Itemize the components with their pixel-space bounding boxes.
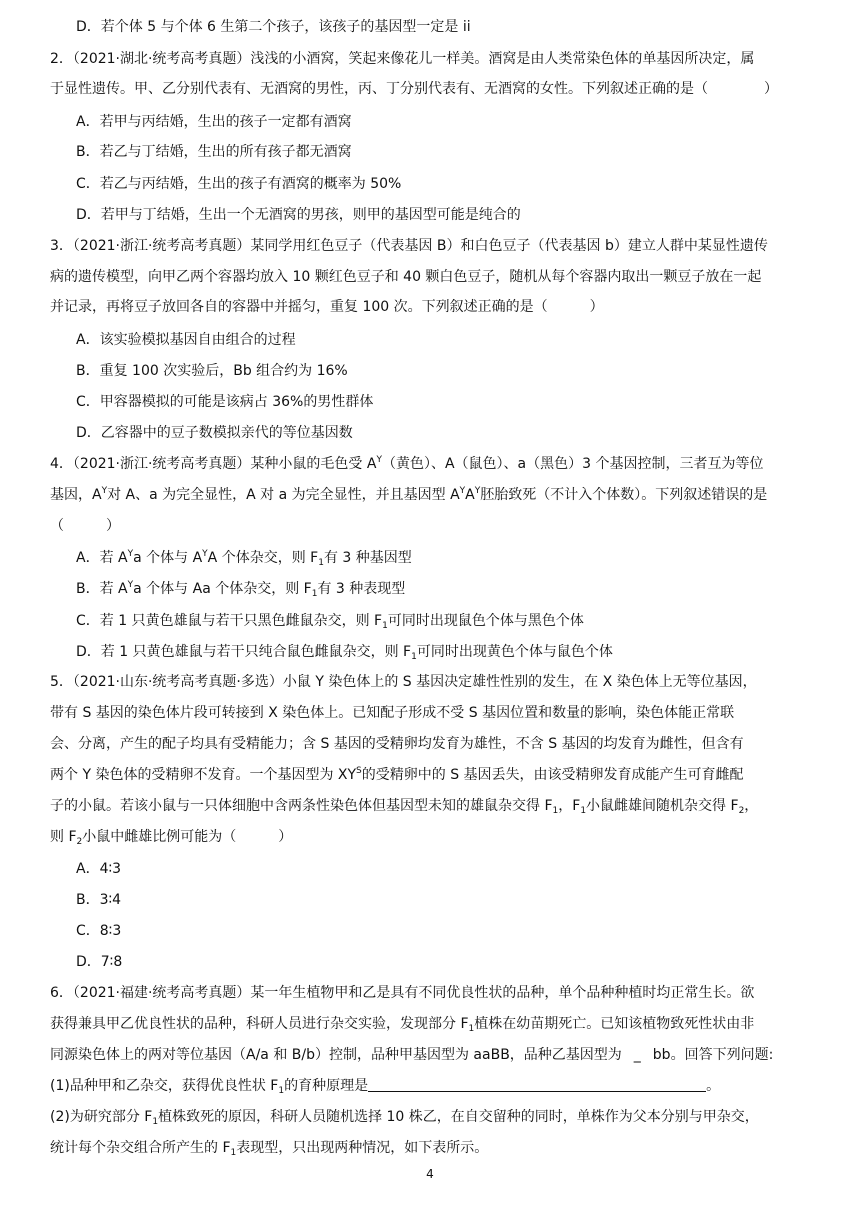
q3-stem-line-2: 病的遗传模型，向甲乙两个容器均放入 10 颗红色豆子和 40 颗白色豆子，随机从每个容器内取出一颗豆子放在一起	[50, 269, 762, 285]
q6-stem-line-2: 获得兼具甲乙优良性状的品种，科研人员进行杂交实验，发现部分 $F_1$植株在幼苗期死亡。已知该植物致死性状由非	[50, 1016, 755, 1034]
q1-option-d: D．若个体 5 与个体 6 生第二个孩子，该孩子的基因型一定是 ii	[76, 19, 471, 35]
q2-stem-line-2: 于显性遗传。甲、乙分别代表有、无酒窝的男性，丙、丁分别代表有、无酒窝的女性。下列叙述正确的是（ ）	[50, 81, 778, 97]
q4-option-c: C．若 1 只黄色雄鼠与若干只黑色雌鼠杂交，则 $F_1$可同时出现鼠色个体与黑色个体	[76, 613, 584, 631]
q2-option-b: B．若乙与丁结婚，生出的所有孩子都无酒窝	[76, 144, 352, 160]
q3-stem-line-1: 3．（2021·浙江·统考高考真题）某同学用红色豆子（代表基因 B）和白色豆子（代表基因 b）建立人群中某显性遗传	[50, 238, 768, 254]
answer-blank	[368, 1077, 706, 1092]
q5-stem-line-1: 5．（2021·山东·统考高考真题·多选）小鼠 Y 染色体上的 S 基因决定雄性性别的发生，在 X 染色体上无等位基因，	[50, 674, 757, 690]
q6-part1-line: (1)品种甲和乙杂交，获得优良性状 $F_1$的育种原理是 。	[50, 1078, 721, 1096]
q5-option-d: D．7∶8	[76, 954, 123, 970]
q3-option-d: D．乙容器中的豆子数模拟亲代的等位基因数	[76, 425, 353, 441]
q4-option-d: D．若 1 只黄色雄鼠与若干只纯合鼠色雌鼠杂交，则 $F_1$可同时出现黄色个体与鼠色个体	[76, 644, 613, 662]
page-number: 4	[426, 1167, 434, 1181]
q5-option-c: C．8∶3	[76, 923, 122, 939]
q5-stem-line-2: 带有 S 基因的染色体片段可转接到 X 染色体上。已知配子形成不受 S 基因位置和数量的影响，染色体能正常联	[50, 705, 735, 721]
q2-option-a: A．若甲与丙结婚，生出的孩子一定都有酒窝	[76, 114, 352, 130]
q4-stem-line-3: （ ）	[50, 518, 120, 534]
q6-part2-line-2: 统计每个杂交组合所产生的 $F_1$表现型，只出现两种情况，如下表所示。	[50, 1140, 489, 1158]
q2-option-d: D．若甲与丁结婚，生出一个无酒窝的男孩，则甲的基因型可能是纯合的	[76, 207, 521, 223]
q3-option-b: B．重复 100 次实验后，Bb 组合约为 16%	[76, 363, 348, 379]
q6-stem-line-1: 6．（2021·福建·统考高考真题）某一年生植物甲和乙是具有不同优良性状的品种，单个品种种植时均正常生长。欲	[50, 985, 755, 1001]
q5-stem-line-5: 子的小鼠。若该小鼠与一只体细胞中含两条性染色体但基因型未知的雄鼠杂交得 $F_1$，$F_1$小鼠雌雄间随机杂交得 $F_2$，	[50, 798, 759, 816]
q5-stem-line-6: 则 $F_2$小鼠中雌雄比例可能为（ ）	[50, 829, 293, 847]
q4-option-b: B．若 $A^Ya$ 个体与 Aa 个体杂交，则 $F_1$有 3 种表现型	[76, 580, 406, 599]
q3-option-c: C．甲容器模拟的可能是该病占 36%的男性群体	[76, 394, 374, 410]
q6-part2-line-1: (2)为研究部分 $F_1$植株致死的原因，科研人员随机选择 10 株乙，在自交留种的同时，单株作为父本分别与甲杂交，	[50, 1109, 759, 1127]
q6-stem-line-3: 同源染色体上的两对等位基因（A/a 和 B/b）控制，品种甲基因型为 aaBB，品种乙基因型为 _ bb。回答下列问题:	[50, 1047, 774, 1063]
q5-stem-line-4: 两个 Y 染色体的受精卵不发育。一个基因型为 $XY^S$的受精卵中的 S 基因丢失，由该受精卵发育成能产生可育雌配	[50, 766, 744, 783]
q5-stem-line-3: 会、分离，产生的配子均具有受精能力；含 S 基因的受精卵均发育为雄性，不含 S 基因的均发育为雌性，但含有	[50, 736, 744, 752]
q2-option-c: C．若乙与丙结婚，生出的孩子有酒窝的概率为 50%	[76, 176, 402, 192]
q4-option-a: A．若 $A^Ya$ 个体与 $A^YA$ 个体杂交，则 $F_1$有 3 种基因型	[76, 549, 412, 568]
q4-stem-line-1: 4．（2021·浙江·统考高考真题）某种小鼠的毛色受 $A^Y$（黄色）、A（鼠色）、a（黑色）3 个基因控制，三者互为等位	[50, 455, 764, 472]
q4-stem-line-2: 基因，$A^Y$对 A、a 为完全显性，A 对 a 为完全显性，并且基因型 $A^YA^Y$胚胎致死（不计入个体数）。下列叙述错误的是	[50, 486, 768, 503]
q3-stem-line-3: 并记录，再将豆子放回各自的容器中并摇匀，重复 100 次。下列叙述正确的是（ ）	[50, 299, 604, 315]
q2-stem-line-1: 2．（2021·湖北·统考高考真题）浅浅的小酒窝，笑起来像花儿一样美。酒窝是由人类常染色体的单基因所决定，属	[50, 51, 755, 67]
q5-option-a: A．4∶3	[76, 861, 122, 877]
q3-option-a: A．该实验模拟基因自由组合的过程	[76, 332, 296, 348]
q5-option-b: B．3∶4	[76, 892, 122, 908]
